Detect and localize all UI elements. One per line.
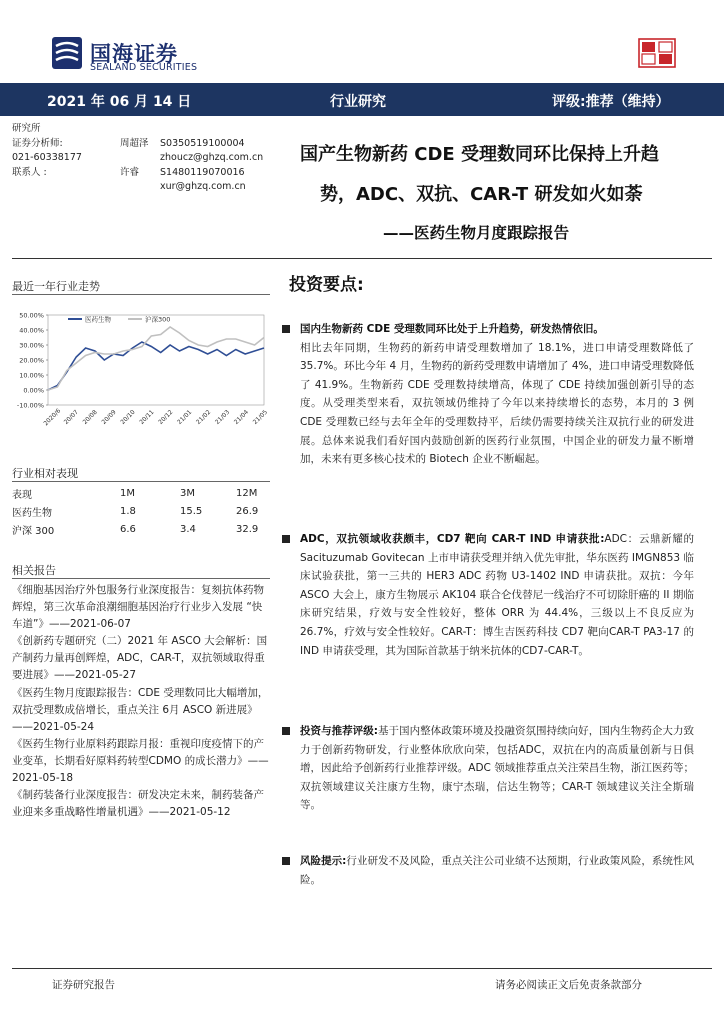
table-header-row — [12, 484, 270, 502]
divider — [12, 578, 270, 579]
y-tick-label: 20.00% — [19, 356, 44, 365]
report-rating: 评级:推荐（维持） — [552, 94, 670, 110]
column-header: 3M — [180, 487, 195, 499]
title-line-2: 势，ADC、双抗、CAR-T 研发如火如荼 — [320, 184, 643, 205]
point-lead: 国内生物新药 CDE 受理数同环比处于上升趋势，研发热情依旧。 — [300, 323, 604, 335]
title-line-1: 国产生物新药 CDE 受理数同环比保持上升趋 — [300, 144, 659, 165]
cell-12m: 26.9 — [236, 505, 259, 517]
performance-heading: 行业相对表现 — [12, 467, 78, 480]
investment-heading: 投资要点: — [289, 275, 364, 295]
x-tick-label: 20/12 — [157, 408, 175, 426]
investment-point — [300, 530, 694, 660]
related-report-item[interactable]: 《医药生物行业原料药跟踪月报：重视印度疫情下的产业变革，长期看好原料药转型CDMO 的成长潜力》——2021-05-18 — [12, 737, 269, 785]
point-lead: ADC，双抗领域收获颇丰，CD7 靶向 CAR-T IND 申请获批: — [300, 533, 605, 545]
cell-1m: 1.8 — [120, 505, 136, 517]
row-name: 沪深 300 — [12, 525, 55, 537]
x-tick-label: 21/03 — [213, 408, 232, 426]
company-name-en: SEALAND SECURITIES — [90, 62, 198, 73]
bullet-icon — [282, 857, 290, 865]
x-tick-label: 20/11 — [138, 408, 156, 426]
point-body: 基于国内整体政策环境及投融资氛围持续向好，国内生物药企大力致力于创新药物研发，行业整体欣欣向荣，包括ADC，双抗在内的高质量创新与日俱增，因此给予创新药行业推荐评级。ADC 领域推荐重点关注荣昌生物，浙江医药等；双抗领域建议关注康方生物，康宁杰瑞，信达生物等；CAR-T 领域建议关注全斯瑞等。 — [300, 725, 695, 812]
y-tick-label: 0.00% — [23, 386, 44, 395]
research-seal-icon — [638, 38, 676, 68]
point-body: 相比去年同期，生物药的新药申请受理数增加了 18.1%，进口申请受理数降低了 35.7%。环比今年 4 月，生物药的新药受理数申请增加了 4%，进口申请受理数降低了 41.9%。生物新药 CDE 受理数持续增高，体现了 CDE 持续加强创新引导的态度。从受理类型来看，双抗领域仍维持了今年以来持续增长的态势，本月的 3 例 CDE 受理数已经与去年全年的受理数持平，后续仍需要持续关注双抗行业的研发进展。总体来说我们看好国内鼓励创新的医药行业氛围，中国企业的研发力量不断增加，未来有更多核心技术的 Biotech 企业不断崛起。 — [300, 341, 694, 466]
x-tick-label: 20/08 — [81, 408, 99, 426]
performance-table — [12, 484, 270, 538]
header-band — [0, 83, 724, 116]
table-row — [12, 520, 270, 538]
related-heading: 相关报告 — [12, 564, 56, 577]
x-tick-label: 2020/6 — [42, 407, 63, 428]
x-tick-label: 21/05 — [251, 408, 269, 426]
investment-point — [300, 852, 694, 889]
cell-3m: 3.4 — [180, 523, 196, 535]
y-tick-label: 30.00% — [19, 341, 44, 350]
point-body: ADC：云鼎新耀的 Sacituzumab Govitecan 上市申请获受理并纳入优先审批，华东医药 IMGN853 临床试验获批，第一三共的 HER3 ADC 药物 U3-1402 IND 申请获批。双抗：今年 ASCO 大会上，康方生物展示 AK104 联合仑伐替尼一线治疗不可切除肝癌的 II 期临床研究结果，疗效与安全性较好，整体 ORR 为 44.4%，三级以上不良反应为 26.7%，疗效与安全性较好。CAR-T：博生吉医药科技 CD7 靶向CAR-T PA3-17 的 IND 申请获受理，其为国际首款基于纳米抗体的CD7-CAR-T。 — [300, 533, 694, 657]
related-reports-list — [12, 582, 272, 821]
legend-label: 沪深300 — [145, 315, 171, 324]
footer-divider — [12, 968, 712, 969]
y-tick-label: 10.00% — [19, 371, 44, 380]
related-report-item[interactable]: 《细胞基因治疗外包服务行业深度报告：复刻抗体药物辉煌，第三次革命浪潮细胞基因治疗行业步入发展 “快车道”》——2021-06-07 — [12, 584, 264, 631]
column-header: 表现 — [12, 489, 32, 501]
column-header: 1M — [120, 487, 135, 499]
bullet-icon — [282, 325, 290, 333]
y-tick-label: 40.00% — [19, 326, 44, 335]
footer-left: 证券研究报告 — [52, 979, 115, 991]
industry-trend-chart — [12, 305, 270, 435]
cell-12m: 32.9 — [236, 523, 259, 535]
x-tick-label: 21/01 — [176, 408, 194, 426]
x-tick-label: 21/02 — [195, 408, 213, 426]
cell-1m: 6.6 — [120, 523, 136, 535]
point-lead: 投资与推荐评级: — [300, 725, 378, 737]
x-tick-label: 20/07 — [62, 408, 80, 426]
investment-point — [300, 320, 694, 469]
footer-right: 请务必阅读正文后免责条款部分 — [495, 979, 642, 991]
y-tick-label: -10.00% — [16, 401, 44, 410]
company-logo-icon — [52, 37, 82, 69]
column-header: 12M — [236, 487, 258, 499]
legend-label: 医药生物 — [85, 315, 111, 324]
point-lead: 风险提示: — [300, 855, 347, 867]
related-report-item[interactable]: 《制药装备行业深度报告：研发决定未来，制药装备产业迎来多重战略性增量机遇》——2021-05-12 — [12, 789, 264, 819]
divider — [12, 294, 270, 295]
series-line-hs300 — [48, 327, 264, 390]
company-name-cn: 国海证券 — [90, 42, 178, 66]
report-date: 2021 年 06 月 14 日 — [47, 94, 192, 110]
related-report-item[interactable]: 《创新药专题研究（二）2021 年 ASCO 大会解析：国产制药力量再创辉煌，ADC，CAR-T，双抗领域取得重要进展》——2021-05-27 — [12, 635, 268, 682]
related-report-item[interactable]: 《医药生物月度跟踪报告：CDE 受理数同比大幅增加，双抗受理数成倍增长，重点关注 6月 ASCO 新进展》——2021-05-24 — [12, 686, 269, 733]
bullet-icon — [282, 535, 290, 543]
y-tick-label: 50.00% — [19, 311, 44, 320]
x-tick-label: 20/09 — [100, 408, 118, 426]
series-line-pharma — [48, 342, 264, 390]
bullet-icon — [282, 727, 290, 735]
report-category: 行业研究 — [330, 94, 386, 110]
x-tick-label: 20/10 — [119, 408, 137, 426]
report-title — [300, 135, 700, 215]
x-tick-label: 21/04 — [232, 408, 251, 426]
investment-point — [300, 722, 694, 815]
point-body: 行业研发不及风险，重点关注公司业绩不达预期，行业政策风险，系统性风险。 — [300, 855, 694, 886]
cell-3m: 15.5 — [180, 505, 203, 517]
divider — [12, 481, 270, 482]
table-row — [12, 502, 270, 520]
report-subtitle: ——医药生物月度跟踪报告 — [383, 224, 570, 242]
divider — [12, 258, 712, 259]
row-name: 医药生物 — [12, 507, 52, 519]
trend-heading: 最近一年行业走势 — [12, 280, 100, 293]
